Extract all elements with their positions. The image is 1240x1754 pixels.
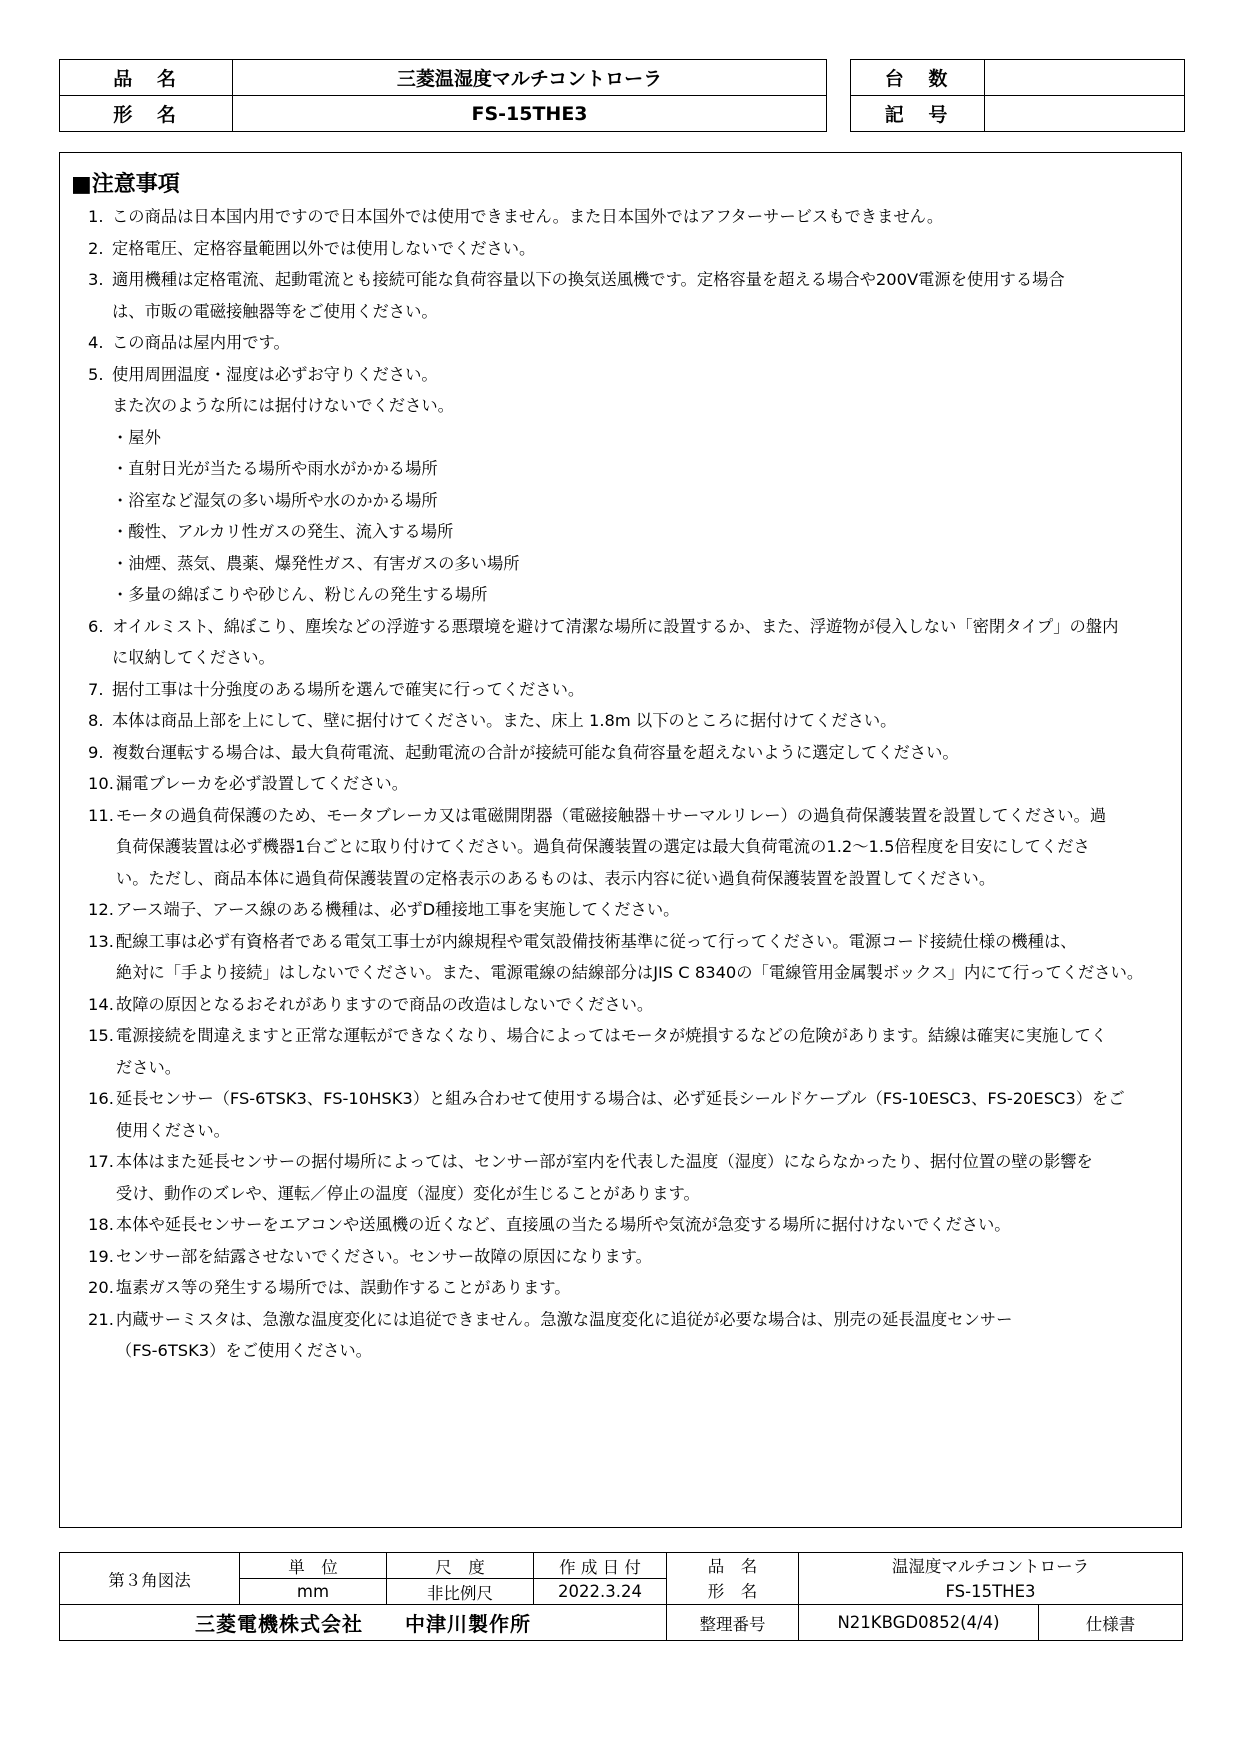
scale-label: 尺 度 bbox=[387, 1553, 534, 1579]
note-text bbox=[110, 705, 1158, 737]
note-text bbox=[110, 674, 1158, 706]
date-value: 2022.3.24 bbox=[534, 1579, 667, 1605]
katamei-label: 形 名 bbox=[60, 96, 233, 132]
hinmei-value: 三菱温湿度マルチコントローラ bbox=[233, 60, 827, 96]
header-product-table bbox=[59, 59, 827, 132]
notes-list bbox=[88, 201, 1158, 1367]
note-item bbox=[88, 327, 1158, 359]
note-text bbox=[114, 894, 1158, 926]
note-text bbox=[114, 1020, 1158, 1083]
note-text bbox=[110, 359, 1158, 611]
note-line: 本体は商品上部を上にして、壁に据付けてください。また、床上 1.8m 以下のところに据付けてください。 bbox=[112, 711, 897, 730]
note-text bbox=[110, 327, 1158, 359]
header-row-katamei bbox=[60, 96, 827, 132]
note-number: 13. bbox=[88, 931, 114, 951]
unit-label: 単 位 bbox=[240, 1553, 387, 1579]
note-number: 20. bbox=[88, 1278, 114, 1297]
note-text bbox=[114, 1304, 1158, 1367]
note-line: 内蔵サーミスタは、急激な温度変化には追従できません。急激な温度変化に追従が必要な場合は、別売の延長温度センサー bbox=[115, 1309, 1013, 1329]
note-number: 6. bbox=[88, 616, 104, 636]
note-line: 適用機種は定格電流、起動電流とも接続可能な負荷容量以下の換気送風機です。定格容量を超える場合や200V電源を使用する場合 bbox=[112, 270, 1065, 289]
note-number: 2. bbox=[88, 238, 104, 258]
projection-method: 第３角図法 bbox=[60, 1553, 240, 1605]
note-line: ・直射日光が当たる場所や雨水がかかる場所 bbox=[112, 459, 438, 478]
seiri-value: N21KBGD0852(4/4) bbox=[799, 1605, 1039, 1641]
note-line: 本体や延長センサーをエアコンや送風機の近くなど、直接風の当たる場所や気流が急変する場所に据付けないでください。 bbox=[115, 1215, 1011, 1234]
note-text bbox=[114, 1083, 1158, 1146]
note-number: 17. bbox=[88, 1152, 114, 1171]
note-line: 使用周囲温度・湿度は必ずお守りください。 bbox=[112, 364, 438, 384]
note-line: 定格電圧、定格容量範囲以外では使用しないでください。 bbox=[112, 238, 536, 258]
notes-section bbox=[59, 152, 1182, 1528]
note-text bbox=[110, 737, 1158, 769]
note-number: 11. bbox=[88, 805, 114, 825]
note-number: 18. bbox=[88, 1215, 114, 1234]
note-line: この商品は屋内用です。 bbox=[112, 333, 290, 352]
note-item bbox=[88, 1209, 1158, 1241]
note-item bbox=[88, 800, 1158, 895]
product-name-model bbox=[799, 1553, 1183, 1605]
daisu-label: 台 数 bbox=[851, 60, 985, 96]
note-line: 使用ください。 bbox=[115, 1120, 230, 1140]
note-text bbox=[110, 233, 1158, 265]
note-number: 15. bbox=[88, 1026, 114, 1045]
note-item bbox=[88, 894, 1158, 926]
note-text bbox=[114, 768, 1158, 800]
note-number: 4. bbox=[88, 333, 104, 352]
note-line: 受け、動作のズレや、運転／停止の温度（湿度）変化が生じることがあります。 bbox=[115, 1183, 700, 1203]
note-number: 7. bbox=[88, 679, 104, 699]
daisu-value[interactable] bbox=[985, 60, 1185, 96]
note-line: （FS-6TSK3）をご使用ください。 bbox=[115, 1341, 372, 1360]
note-text bbox=[110, 611, 1158, 674]
footer-product-model: FS-15THE3 bbox=[945, 1581, 1036, 1601]
note-text bbox=[110, 201, 1158, 233]
note-text bbox=[110, 264, 1158, 327]
note-line: に収納してください。 bbox=[112, 648, 275, 667]
note-text bbox=[114, 1241, 1158, 1273]
footer-hinmei-label: 品 名 bbox=[707, 1556, 758, 1576]
note-item bbox=[88, 1146, 1158, 1209]
note-number: 14. bbox=[88, 994, 114, 1014]
note-item bbox=[88, 359, 1158, 611]
note-line: 本体はまた延長センサーの据付場所によっては、センサー部が室内を代表した温度（湿度）にならなかったり、据付位置の壁の影響を bbox=[115, 1152, 1093, 1171]
hinmei-label: 品 名 bbox=[60, 60, 233, 96]
note-number: 3. bbox=[88, 270, 104, 289]
kigo-value[interactable] bbox=[985, 96, 1185, 132]
note-line: オイルミスト、綿ぼこり、塵埃などの浮遊する悪環境を避けて清潔な場所に設置するか、また、浮遊物が侵入しない「密閉タイプ」の盤内 bbox=[112, 616, 1119, 636]
note-line: 負荷保護装置は必ず機器1台ごとに取り付けてください。過負荷保護装置の選定は最大負荷電流の1.2～1.5倍程度を目安にしてくださ bbox=[115, 837, 1090, 856]
note-item bbox=[88, 264, 1158, 327]
header-row-hinmei bbox=[60, 60, 827, 96]
note-number: 21. bbox=[88, 1309, 114, 1329]
note-line: ・浴室など湿気の多い場所や水のかかる場所 bbox=[112, 490, 438, 510]
note-item bbox=[88, 1020, 1158, 1083]
note-item bbox=[88, 737, 1158, 769]
note-line: 電源接続を間違えますと正常な運転ができなくなり、場合によってはモータが焼損するなどの危険があります。結線は確実に実施してく bbox=[115, 1026, 1108, 1045]
note-text bbox=[114, 989, 1158, 1021]
note-line: 据付工事は十分強度のある場所を選んで確実に行ってください。 bbox=[112, 679, 585, 699]
note-line: アース端子、アース線のある機種は、必ずD種接地工事を実施してください。 bbox=[115, 900, 680, 919]
note-line: は、市販の電磁接触器等をご使用ください。 bbox=[112, 301, 438, 321]
note-item bbox=[88, 989, 1158, 1021]
seiri-label: 整理番号 bbox=[667, 1605, 799, 1641]
note-text bbox=[114, 1209, 1158, 1241]
note-line: この商品は日本国内用ですので日本国外では使用できません。また日本国外ではアフターサービスもできません。 bbox=[112, 207, 944, 226]
note-line: センサー部を結露させないでください。センサー故障の原因になります。 bbox=[115, 1246, 652, 1266]
note-number: 19. bbox=[88, 1246, 114, 1266]
note-line: モータの過負荷保護のため、モータブレーカ又は電磁開閉器（電磁接触器＋サーマルリレー）の過負荷保護装置を設置してください。過 bbox=[115, 805, 1107, 825]
name-model-labels bbox=[667, 1553, 799, 1605]
note-item bbox=[88, 1241, 1158, 1273]
katamei-value: FS-15THE3 bbox=[233, 96, 827, 132]
note-line: 故障の原因となるおそれがありますので商品の改造はしないでください。 bbox=[115, 994, 654, 1014]
note-line: ださい。 bbox=[115, 1057, 182, 1077]
note-text bbox=[114, 1272, 1158, 1304]
notes-title: ■注意事項 bbox=[71, 172, 180, 197]
note-text bbox=[114, 926, 1158, 989]
header-row-daisu bbox=[851, 60, 1185, 96]
unit-value: mm bbox=[240, 1579, 387, 1605]
note-line: 配線工事は必ず有資格者である電気工事士が内線規程や電気設備技術基準に従って行ってください。電源コード接続仕様の機種は、 bbox=[115, 931, 1077, 951]
note-number: 12. bbox=[88, 900, 114, 919]
company-name: 三菱電機株式会社 中津川製作所 bbox=[60, 1605, 667, 1641]
note-line: い。ただし、商品本体に過負荷保護装置の定格表示のあるものは、表示内容に従い過負荷保護装置を設置してください。 bbox=[115, 868, 996, 888]
note-number: 5. bbox=[88, 364, 104, 384]
note-number: 10. bbox=[88, 774, 114, 793]
note-item bbox=[88, 705, 1158, 737]
note-line: 絶対に「手より接続」はしないでください。また、電源電線の結線部分はJIS C 8340の「電線管用金属製ボックス」内にて行ってください。 bbox=[115, 963, 1144, 982]
note-item bbox=[88, 768, 1158, 800]
note-line: 複数台運転する場合は、最大負荷電流、起動電流の合計が接続可能な負荷容量を超えないように選定してください。 bbox=[112, 742, 959, 762]
note-line: ・油煙、蒸気、農薬、爆発性ガス、有害ガスの多い場所 bbox=[112, 553, 520, 573]
date-label: 作 成 日 付 bbox=[534, 1553, 667, 1579]
note-number: 1. bbox=[88, 207, 104, 226]
note-number: 9. bbox=[88, 742, 104, 762]
note-number: 8. bbox=[88, 711, 104, 730]
header-row-kigo bbox=[851, 96, 1185, 132]
note-line: ・屋外 bbox=[112, 427, 161, 447]
note-line: ・多量の綿ぼこりや砂じん、粉じんの発生する場所 bbox=[112, 585, 488, 604]
header-quantity-table bbox=[850, 59, 1185, 132]
note-item bbox=[88, 233, 1158, 265]
footer-product-name: 温湿度マルチコントローラ bbox=[891, 1556, 1090, 1576]
note-item bbox=[88, 674, 1158, 706]
scale-value: 非比例尺 bbox=[387, 1579, 534, 1605]
footer-katamei-label: 形 名 bbox=[707, 1581, 758, 1601]
note-item bbox=[88, 1083, 1158, 1146]
note-line: ・酸性、アルカリ性ガスの発生、流入する場所 bbox=[112, 522, 454, 541]
note-line: 延長センサー（FS-6TSK3、FS-10HSK3）と組み合わせて使用する場合は、必ず延長シールドケーブル（FS-10ESC3、FS-20ESC3）をご bbox=[115, 1089, 1125, 1108]
note-text bbox=[114, 800, 1158, 895]
note-item bbox=[88, 1272, 1158, 1304]
note-text bbox=[114, 1146, 1158, 1209]
doc-type: 仕様書 bbox=[1039, 1605, 1183, 1641]
title-block bbox=[59, 1552, 1183, 1641]
note-item bbox=[88, 611, 1158, 674]
note-line: 塩素ガス等の発生する場所では、誤動作することがあります。 bbox=[115, 1278, 571, 1297]
note-line: 漏電ブレーカを必ず設置してください。 bbox=[115, 774, 408, 793]
note-item bbox=[88, 1304, 1158, 1367]
note-item bbox=[88, 201, 1158, 233]
note-item bbox=[88, 926, 1158, 989]
note-line: また次のような所には据付けないでください。 bbox=[112, 396, 454, 415]
note-number: 16. bbox=[88, 1089, 114, 1108]
kigo-label: 記 号 bbox=[851, 96, 985, 132]
